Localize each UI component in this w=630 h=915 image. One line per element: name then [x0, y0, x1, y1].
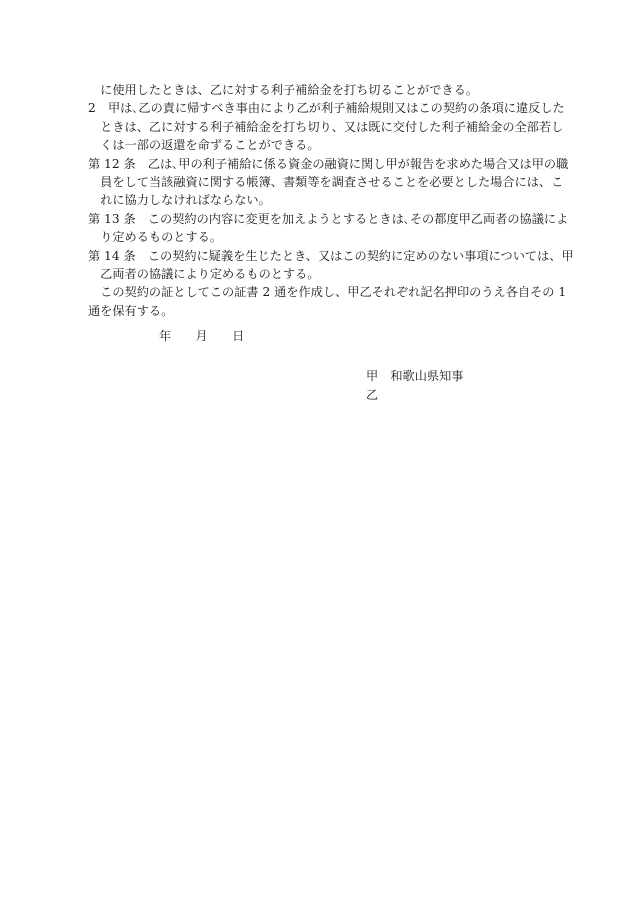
- text-line: この契約の証としてこの証書 2 通を作成し、甲乙それぞれ記名押印のうえ各自その 1: [88, 285, 567, 300]
- signature-party-a: 甲 和歌山県知事: [366, 369, 464, 383]
- text-line: くは一部の返還を命ずることができる。: [88, 138, 320, 153]
- text-line: 2 甲は､乙の責に帰すべき事由により乙が利子補給規則又はこの契約の条項に違反した: [88, 101, 565, 116]
- text-line: ときは、乙に対する利子補給金を打ち切り、又は既に交付した利子補給金の全部若し: [88, 119, 564, 134]
- date-line: 年 月 日: [159, 329, 245, 343]
- text-line: 通を保有する。: [88, 303, 174, 318]
- document-body: [88, 81, 574, 320]
- text-line: 乙両者の協議により定めるものとする。: [88, 266, 320, 281]
- signature-party-b: 乙: [366, 388, 379, 402]
- text-line: り定めるものとする。: [88, 230, 223, 245]
- text-line: 員をして当該融資に関する帳簿、書類等を調査させることを必要とした場合には、こ: [88, 174, 564, 189]
- text-line: 第 13 条 この契約の内容に変更を加えようとするときは､その都度甲乙両者の協議によ: [88, 211, 569, 226]
- text-line: れに協力しなければならない。: [88, 193, 271, 208]
- text-line: 第 12 条 乙は､甲の利子補給に係る資金の融資に関し甲が報告を求めた場合又は甲の職: [88, 156, 569, 171]
- text-line: に使用したときは、乙に対する利子補給金を打ち切ることができる。: [88, 83, 478, 97]
- text-line: 第 14 条 この契約に疑義を生じたとき、又はこの契約に定めのない事項については、甲: [88, 248, 574, 263]
